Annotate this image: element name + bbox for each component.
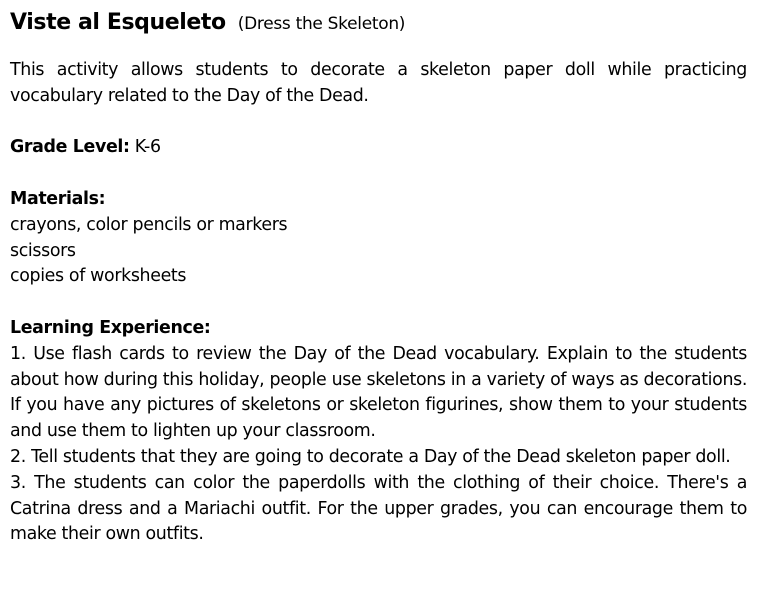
document-page bbox=[10, 8, 747, 548]
grade-level-label: Grade Level: bbox=[10, 137, 130, 158]
page-subtitle: (Dress the Skeleton) bbox=[237, 14, 406, 34]
materials-item: scissors bbox=[10, 240, 76, 261]
materials-item: copies of worksheets bbox=[10, 266, 187, 287]
spacer bbox=[10, 110, 747, 136]
spacer bbox=[10, 290, 747, 316]
learning-step-3: 3. The students can color the paperdolls with the clothing of their choice. There's a Catrina dress and a Mariachi outfit. For the upper grades, you can encourage them to make their own outfits. bbox=[10, 472, 747, 545]
grade-level-value: K-6 bbox=[134, 137, 161, 158]
learning-step-2: 2. Tell students that they are going to decorate a Day of the Dead skeleton paper doll. bbox=[10, 446, 731, 467]
spacer bbox=[10, 161, 747, 187]
page-title: Viste al Esqueleto bbox=[10, 10, 226, 35]
spacer bbox=[10, 40, 747, 58]
learning-label: Learning Experience: bbox=[10, 317, 211, 338]
learning-section bbox=[10, 316, 747, 548]
grade-level bbox=[10, 135, 747, 161]
materials-item: crayons, color pencils or markers bbox=[10, 214, 288, 235]
materials-section bbox=[10, 187, 747, 290]
materials-label: Materials: bbox=[10, 188, 106, 209]
learning-step-1: 1. Use flash cards to review the Day of the Dead vocabulary. Explain to the students about how during this holiday, people use skeletons in a variety of ways as decorations. If you have any pictures of skeletons or skeleton figurines, show them to your students and use them to lighten up your classroom. bbox=[10, 343, 747, 442]
title-row bbox=[10, 8, 747, 40]
intro-paragraph: This activity allows students to decorate a skeleton paper doll while practicing vocabulary related to the Day of the Dead. bbox=[10, 60, 747, 106]
